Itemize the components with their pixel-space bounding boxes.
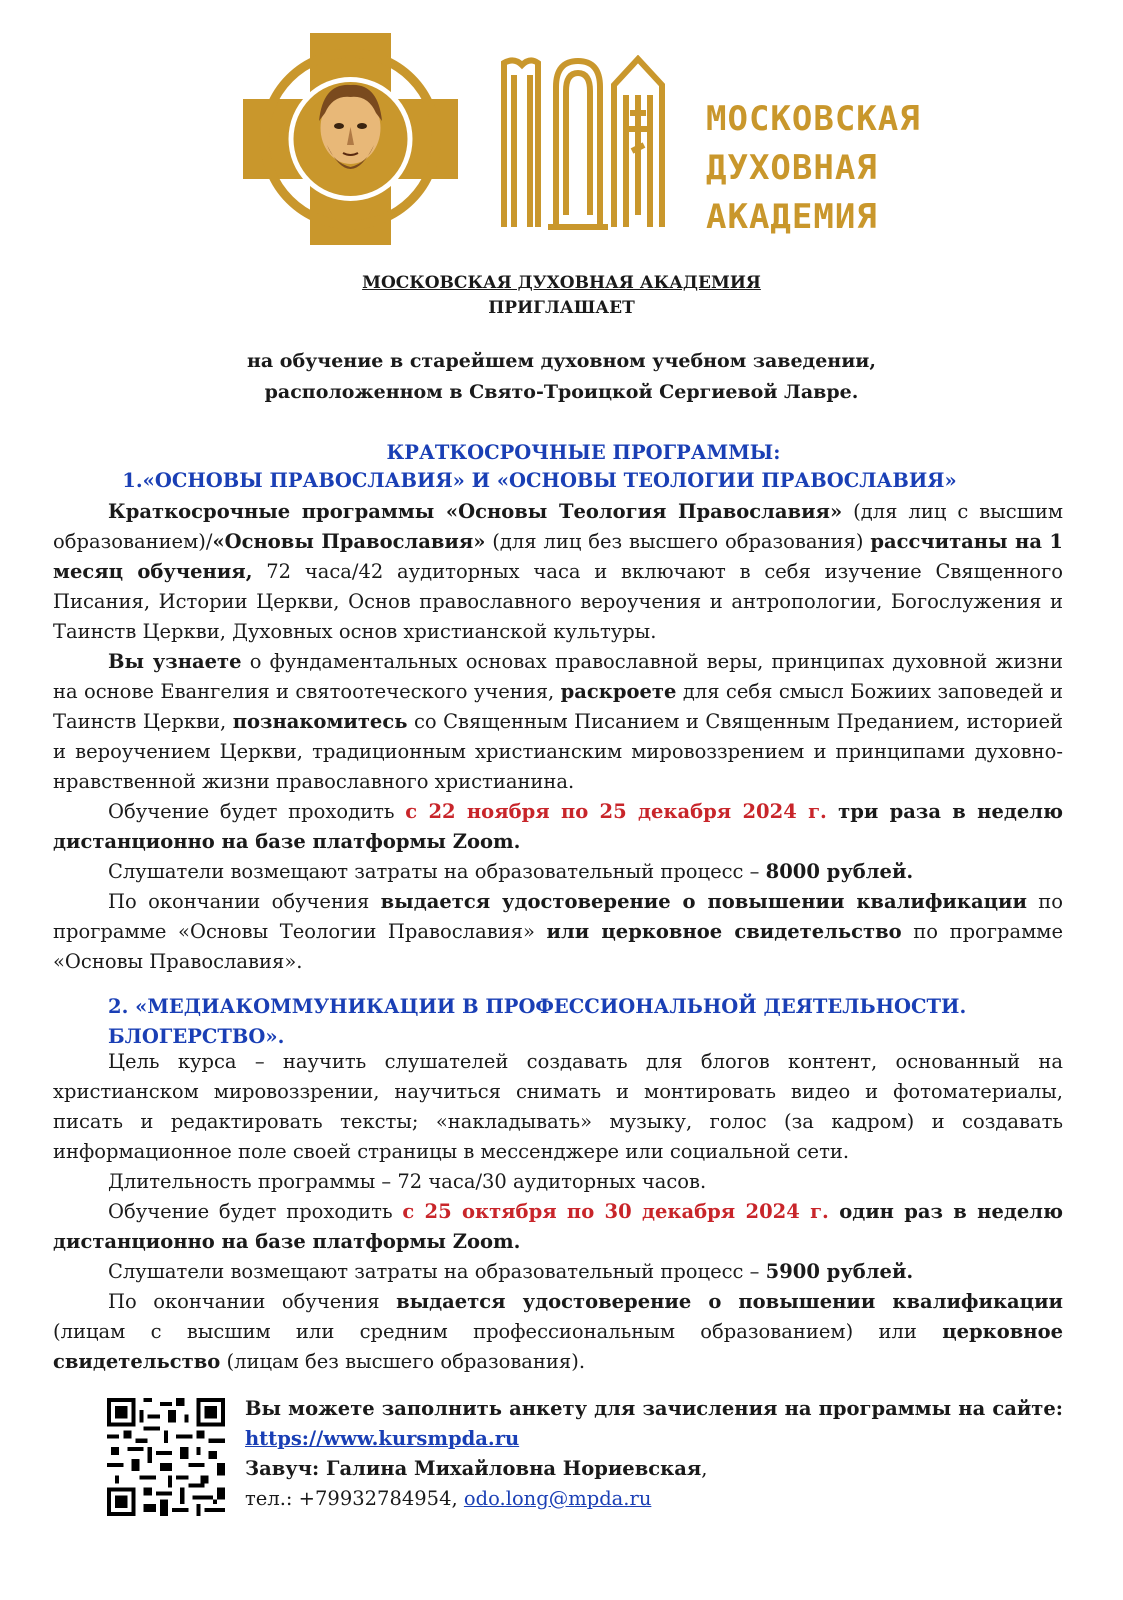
program-2-price: Слушатели возмещают затраты на образовательный процесс – 5900 рублей. — [108, 1260, 914, 1283]
academy-cross-logo — [243, 33, 458, 245]
program-2-duration: Длительность программы – 72 часа/30 аудиторных часов. — [108, 1170, 707, 1193]
program-1-schedule: Обучение будет проходить с 22 ноября по 25 декабря 2024 г. три раза в неделю дистанционно на базе платформы Zoom. — [53, 800, 1064, 853]
program-1-certificate: По окончании обучения выдается удостоверение о повышении квалификации по программе «Основы Теологии Православия» или церковное свидетельство по программе «Основы Православия». — [53, 890, 1063, 973]
logo-text-line-1: МОСКОВСКАЯ — [706, 99, 921, 139]
program-1-outcomes: Вы узнаете о фундаментальных основах православной веры, принципах духовной жизни на основе Евангелия и святоотеческого учения, раскроете для себя смысл Божиих заповедей и Таинств Церкви, познакомитесь со Священным Писанием и Священным Преданием, историей и вероучением Церкви, традиционным христианским мировоззрением и принципами духовно-нравственной жизни православного христианина. — [53, 650, 1064, 793]
site-link[interactable]: https://www.kursmpda.ru — [245, 1427, 520, 1450]
program-1-price: Слушатели возмещают затраты на образовательный процесс – 8000 рублей. — [108, 860, 914, 883]
program-1-description: Краткосрочные программы «Основы Теология Православия» (для лиц с высшим образованием)/«Основы Православия» (для лиц без высшего образования) рассчитаны на 1 месяц обучения, 72 часа/42 аудиторных часа и включают в себя изучение Священного Писания, Истории Церкви, Основ православного вероучения и антропологии, Богослужения и Таинств Церкви, Духовных основ христианской культуры. — [53, 500, 1063, 643]
invites-title: ПРИГЛАШАЕТ — [488, 298, 635, 318]
academy-name-logo-text — [706, 95, 986, 242]
org-title: МОСКОВСКАЯ ДУХОВНАЯ АКАДЕМИЯ — [362, 273, 761, 293]
program-1-body — [53, 497, 1063, 977]
enrollment-form-text: Вы можете заполнить анкету для зачисления на программы на сайте: https://www.kursmpda.ru — [245, 1397, 1063, 1450]
logo-text-line-3: АКАДЕМИЯ — [706, 197, 878, 237]
contacts-line: тел.: +79932784954, odo.long@mpda.ru — [245, 1487, 652, 1510]
intro-line-1: на обучение в старейшем духовном учебном заведении, — [246, 350, 877, 372]
intro-block — [0, 346, 1123, 408]
program-2-body — [53, 1047, 1063, 1377]
head-teacher: Завуч: Галина Михайловна Нориевская, — [245, 1457, 708, 1480]
header-block — [0, 271, 1123, 321]
qr-code[interactable] — [107, 1398, 225, 1516]
mda-monogram-logo — [500, 55, 665, 230]
intro-line-2: расположенном в Свято-Троицкой Сергиевой Лавре. — [264, 381, 859, 403]
program-2-title — [108, 992, 1068, 1052]
logo-text-line-2: ДУХОВНАЯ — [706, 148, 878, 188]
programs-heading: КРАТКОСРОЧНЫЕ ПРОГРАММЫ: — [386, 441, 781, 464]
program-2-title-line-2: БЛОГЕРСТВО». — [108, 1025, 285, 1048]
program-2-certificate: По окончании обучения выдается удостоверение о повышении квалификации (лицам с высшим или средним профессиональным образованием) или церковное свидетельство (лицам без высшего образования). — [53, 1290, 1064, 1373]
contact-block — [245, 1394, 1063, 1514]
program-2-schedule: Обучение будет проходить с 25 октября по 30 декабря 2024 г. один раз в неделю дистанционно на базе платформы Zoom. — [53, 1200, 1064, 1253]
email-link[interactable]: odo.long@mpda.ru — [463, 1487, 652, 1510]
program-2-goal: Цель курса – научить слушателей создавать для блогов контент, основанный на христианском мировоззрении, научиться снимать и монтировать видео и фотоматериалы, писать и редактировать тексты; «накладывать» музыку, голос (за кадром) и создавать информационное поле своей страницы в мессенджере или социальной сети. — [53, 1050, 1063, 1163]
program-1-title: 1.«ОСНОВЫ ПРАВОСЛАВИЯ» И «ОСНОВЫ ТЕОЛОГИИ ПРАВОСЛАВИЯ» — [122, 469, 957, 492]
program-2-title-line-1: 2. «МЕДИАКОММУНИКАЦИИ В ПРОФЕССИОНАЛЬНОЙ ДЕЯТЕЛЬНОСТИ. — [108, 995, 967, 1018]
